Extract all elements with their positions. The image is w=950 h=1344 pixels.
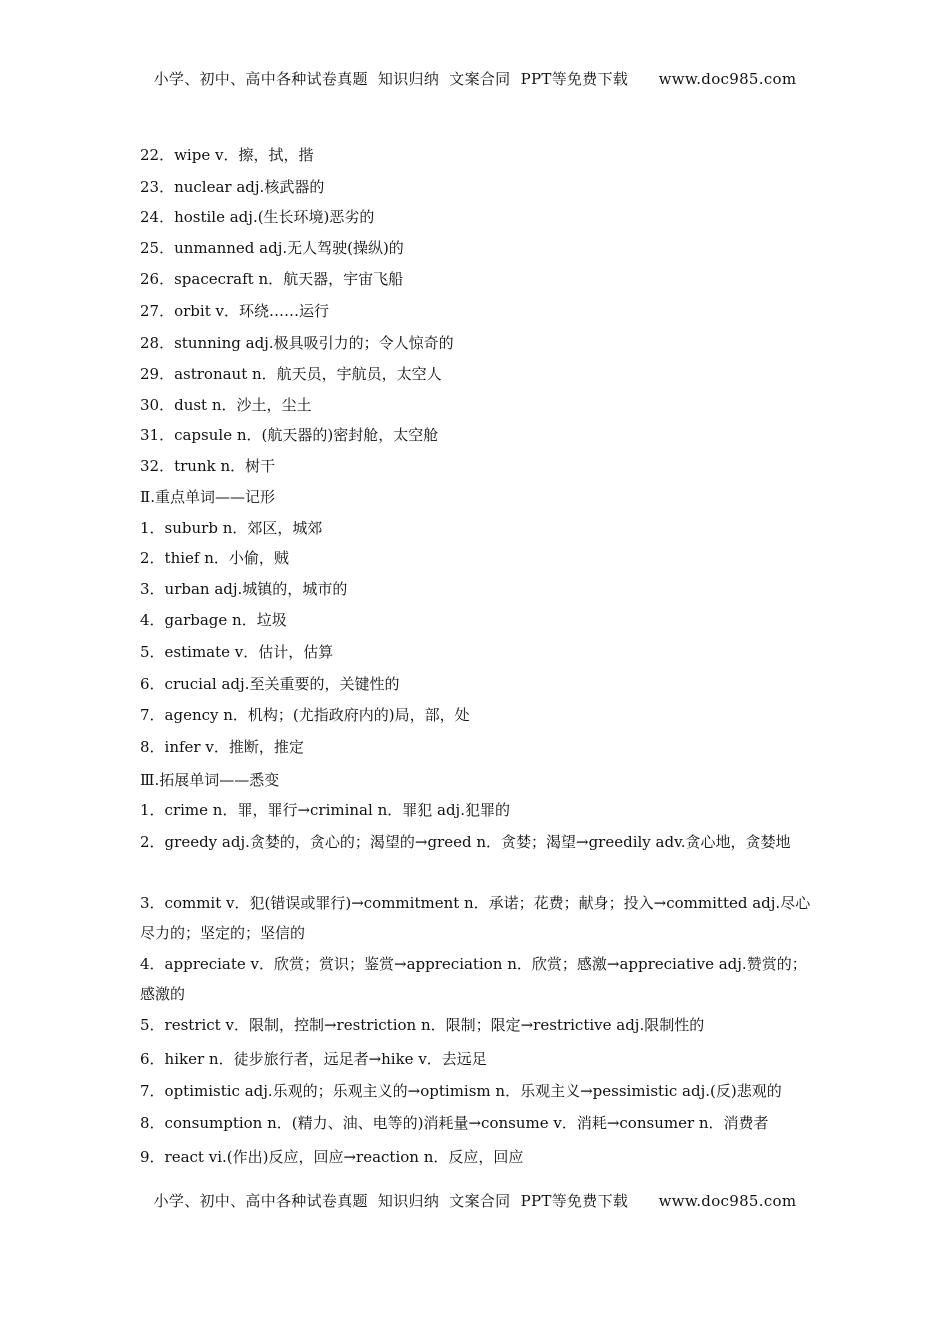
list-item: 2．thief n．小偷，贼 (140, 549, 289, 567)
list-item: 22．wipe v．擦，拭，揩 (140, 146, 314, 164)
list-item: 8．consumption n．(精力、油、电等的)消耗量→consume v．消耗→consumer n．消费者 (140, 1114, 769, 1132)
list-item: 26．spacecraft n．航天器，宇宙飞船 (140, 270, 404, 288)
list-item: 6．hiker n．徒步旅行者，远足者→hike v．去远足 (140, 1050, 487, 1068)
list-item: 2．greedy adj.贪婪的，贪心的；渴望的→greed n．贪婪；渴望→greedily adv.贪心地，贪婪地 (140, 833, 791, 851)
list-item: 4．appreciate v．欣赏；赏识；鉴赏→appreciation n．欣赏；感激→appreciative adj.赞赏的；感激的 (140, 955, 807, 1003)
list-item: 28．stunning adj.极具吸引力的；令人惊奇的 (140, 334, 454, 352)
page-footer: 小学、初中、高中各种试卷真题 知识归纳 文案合同 PPT等免费下载 www.doc985.com (153, 1192, 797, 1210)
list-item: 9．react vi.(作出)反应，回应→reaction n．反应，回应 (140, 1148, 524, 1166)
list-item: 31．capsule n．(航天器的)密封舱，太空舱 (140, 426, 439, 444)
list-item: 7．optimistic adj.乐观的；乐观主义的→optimism n．乐观主义→pessimistic adj.(反)悲观的 (140, 1082, 782, 1100)
list-item: 27．orbit v．环绕……运行 (140, 302, 329, 320)
list-item: 8．infer v．推断，推定 (140, 738, 304, 756)
list-item: 1．crime n．罪，罪行→criminal n．罪犯 adj.犯罪的 (140, 801, 510, 819)
list-item: 30．dust n．沙土，尘土 (140, 396, 312, 414)
list-item: 7．agency n．机构；(尤指政府内的)局，部，处 (140, 706, 470, 724)
list-item: 5．restrict v．限制，控制→restriction n．限制；限定→restrictive adj.限制性的 (140, 1016, 705, 1034)
list-item: 29．astronaut n．航天员，宇航员，太空人 (140, 365, 442, 383)
list-item: 23．nuclear adj.核武器的 (140, 178, 325, 196)
list-item: 3．commit v．犯(错误或罪行)→commitment n．承诺；花费；献身；投入→committed adj.尽心尽力的；坚定的；坚信的 (140, 894, 811, 942)
list-item: 1．suburb n．郊区，城郊 (140, 519, 323, 537)
list-item: 5．estimate v．估计，估算 (140, 643, 334, 661)
section-heading: Ⅲ.拓展单词——悉变 (140, 771, 280, 789)
page-header: 小学、初中、高中各种试卷真题 知识归纳 文案合同 PPT等免费下载 www.doc985.com (153, 70, 797, 88)
list-item: 6．crucial adj.至关重要的，关键性的 (140, 675, 400, 693)
list-item: 3．urban adj.城镇的，城市的 (140, 580, 348, 598)
list-item: 4．garbage n．垃圾 (140, 611, 287, 629)
list-item: 25．unmanned adj.无人驾驶(操纵)的 (140, 239, 404, 257)
section-heading: Ⅱ.重点单词——记形 (140, 488, 275, 506)
list-item: 24．hostile adj.(生长环境)恶劣的 (140, 208, 375, 226)
list-item: 32．trunk n．树干 (140, 457, 276, 475)
